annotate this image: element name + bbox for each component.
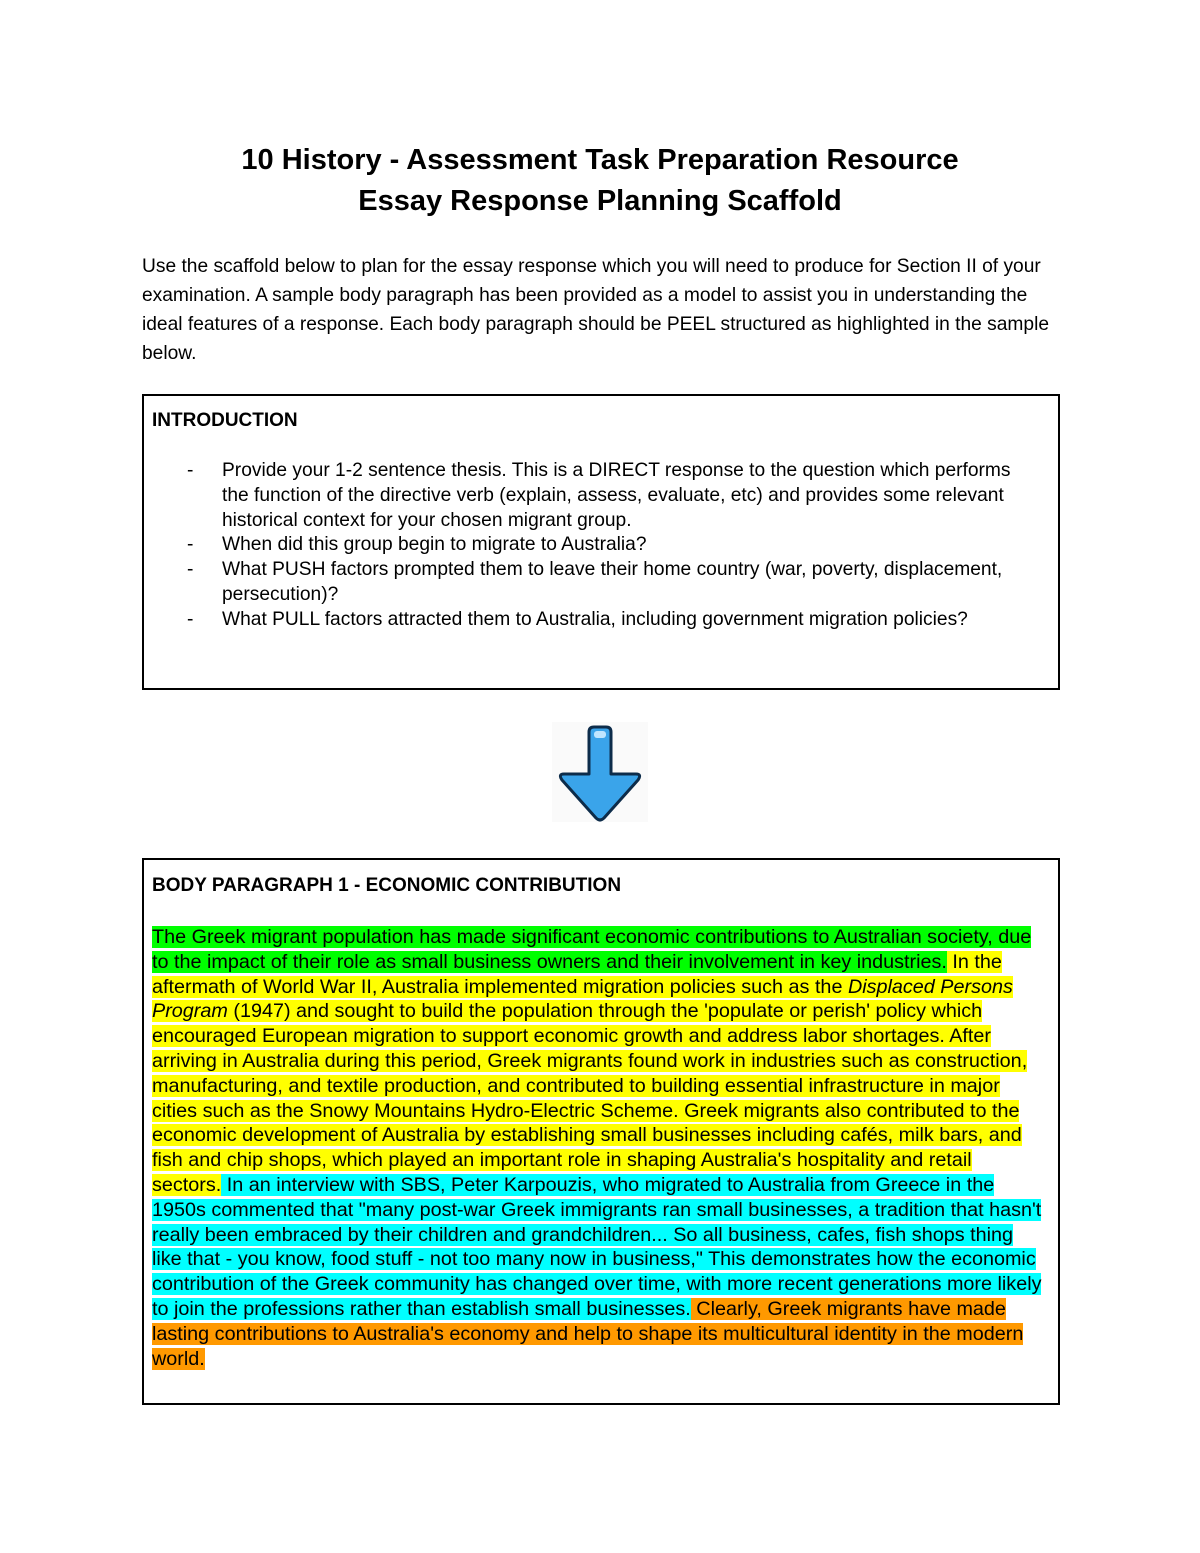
down-arrow-graphic [552, 722, 648, 822]
bullet-dash: - [187, 460, 194, 481]
list-item-text: Provide your 1-2 sentence thesis. This is a DIRECT response to the question which performs the function of the directive verb (explain, assess, evaluate, etc) and provides some relevant historical context for your chosen migrant group. [222, 460, 1011, 531]
body-paragraph-box [142, 858, 1060, 1405]
bullet-dash: - [187, 608, 194, 630]
introduction-heading: INTRODUCTION [152, 410, 298, 431]
list-item-text: When did this group begin to migrate to Australia? [222, 534, 647, 556]
list-item-text: What PUSH factors prompted them to leave their home country (war, poverty, displacement, persecution)? [222, 559, 1003, 605]
body-paragraph-heading: BODY PARAGRAPH 1 - ECONOMIC CONTRIBUTION [152, 875, 622, 896]
list-item [144, 459, 1024, 533]
evidence-text: In an interview with SBS, Peter Karpouzis, who migrated to Australia from Greece in the 1950s commented that "many post-war Greek immigrants ran small businesses, a tradition that hasn't really been embraced by their children and grandchildren... So all business, cafes, fish shops thing like that - you know, food stuff - not too many now in business," This demonstrates how the economic contribution of the Greek community has changed over time, with more recent generations more likely to join the professions rather than establish small businesses. [152, 1173, 1042, 1320]
explanation-post: (1947) and sought to build the population through the 'populate or perish' policy which encouraged European migration to support economic growth and address labor shortages. After arriving in Australia during this period, Greek migrants found work in industries such as construction, manufacturing, and textile production, and contributed to building essential infrastructure in major cities such as the Snowy Mountains Hydro-Electric Scheme. Greek migrants also contributed to the economic development of Australia by establishing small businesses including cafés, milk bars, and fish and chip shops, which played an important role in shaping Australia's hospitality and retail sectors. [152, 1000, 1028, 1196]
list-item [144, 558, 1024, 608]
page-title [0, 140, 1200, 222]
instructions-paragraph: Use the scaffold below to plan for the essay response which you will need to produce for Section II of your examination. A sample body paragraph has been provided as a model to assist you in understanding the ideal features of a response. Each body paragraph should be PEEL structured as highlighted in the sample below. [142, 256, 1050, 364]
explanation-pre: In the aftermath of World War II, Australia implemented migration policies such as the [152, 950, 1002, 998]
introduction-box [142, 394, 1060, 690]
title-line-1: 10 History - Assessment Task Preparation Resource [241, 144, 959, 176]
down-arrow-icon [552, 722, 648, 822]
list-item [144, 533, 1024, 558]
explanation-text [152, 951, 1027, 1196]
point-text: The Greek migrant population has made significant economic contributions to Australian society, due to the impact of their role as small business owners and their involvement in key industries. [152, 926, 1032, 973]
sample-paragraph [152, 925, 1042, 1371]
list-item-text: What PULL factors attracted them to Australia, including government migration policies? [222, 608, 968, 630]
introduction-list [144, 459, 1024, 633]
list-item [144, 608, 1024, 633]
bullet-dash: - [187, 559, 194, 581]
bullet-dash: - [187, 534, 194, 556]
link-text: Clearly, Greek migrants have made lasting contributions to Australia's economy and help to shape its multicultural identity in the modern world. [152, 1297, 1024, 1370]
explanation-italic: Displaced Persons Program [152, 975, 1013, 1023]
title-line-2: Essay Response Planning Scaffold [358, 185, 842, 217]
